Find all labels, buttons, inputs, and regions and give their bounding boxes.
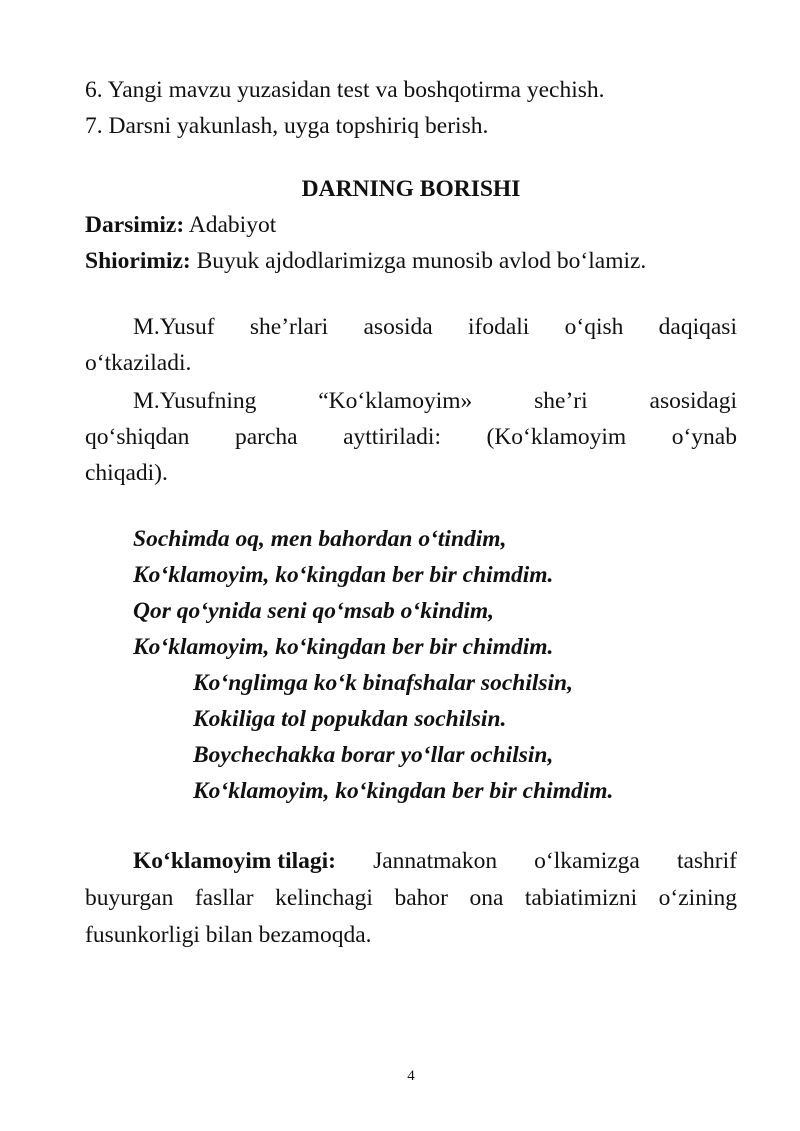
word: ayttiriladi: <box>343 424 441 450</box>
subject-line <box>85 207 737 243</box>
word: “Koʻklamoyim» <box>318 388 473 414</box>
paragraph-1-line-1 <box>133 309 737 345</box>
motto-label: Shiorimiz: <box>85 248 191 274</box>
word: oʻqish <box>564 314 624 340</box>
word: tabiatimizni <box>524 885 638 911</box>
poem-line: Koʻklamoyim, koʻkingdan ber bir chimdim. <box>193 778 614 804</box>
word: daqiqasi <box>658 314 737 340</box>
word: asosida <box>363 314 433 340</box>
word: Jannatmakon <box>373 848 498 874</box>
word: oʻynab <box>671 424 737 450</box>
word: M.Yusuf <box>133 314 215 340</box>
paragraph-2-line-3: chiqadi). <box>85 460 168 486</box>
section-heading: DARNING BORISHI <box>301 176 521 202</box>
list-item-6: 6. Yangi mavzu yuzasidan test va boshqotirma yechish. <box>85 77 605 103</box>
word: M.Yusufning <box>133 388 257 414</box>
poem-line: Koʻklamoyim, koʻkingdan ber bir chimdim. <box>133 562 554 588</box>
wish-label: Koʻklamoyim tilagi: <box>133 848 336 874</box>
paragraph-2-line-2 <box>85 419 737 455</box>
word: kelinchagi <box>275 885 373 911</box>
poem-line: Sochimda oq, men bahordan oʻtindim, <box>133 526 507 552</box>
poem-line: Koʻnglimga koʻk binafshalar sochilsin, <box>193 670 573 696</box>
paragraph-2-line-1 <box>133 383 737 419</box>
word: oʻzining <box>658 885 737 911</box>
word: asosidagi <box>649 388 737 414</box>
word: fasllar <box>194 885 254 911</box>
poem-line: Koʻklamoyim, koʻkingdan ber bir chimdim. <box>133 634 554 660</box>
wish-line-3: fusunkorligi bilan bezamoqda. <box>85 922 372 948</box>
word: oʻlkamizga <box>534 848 640 874</box>
page-number: 4 <box>407 1068 415 1084</box>
word: she’rlari <box>249 314 329 340</box>
motto-line <box>85 243 737 279</box>
poem-line: Qor qoʻynida seni qoʻmsab oʻkindim, <box>133 598 495 624</box>
poem-line: Kokiliga tol popukdan sochilsin. <box>193 706 507 732</box>
wish-line-1 <box>133 843 737 879</box>
motto-value: Buyuk ajdodlarimizga munosib avlod boʻlamiz. <box>196 248 647 274</box>
paragraph-1-line-2: oʻtkaziladi. <box>85 350 192 376</box>
word: parcha <box>234 424 298 450</box>
word: buyurgan <box>85 885 174 911</box>
list-item-7: 7. Darsni yakunlash, uyga topshiriq berish. <box>85 113 489 139</box>
wish-line-2 <box>85 880 737 916</box>
word: qoʻshiqdan <box>85 424 190 450</box>
word: tashrif <box>676 848 737 874</box>
poem-line: Boychechakka borar yoʻllar ochilsin, <box>193 742 554 768</box>
word: bahor <box>394 885 448 911</box>
subject-value: Adabiyot <box>188 212 277 238</box>
word: she’ri <box>534 388 588 414</box>
word: (Koʻklamoyim <box>486 424 627 450</box>
word: ifodali <box>467 314 530 340</box>
subject-label: Darsimiz: <box>85 212 185 238</box>
word: ona <box>469 885 504 911</box>
